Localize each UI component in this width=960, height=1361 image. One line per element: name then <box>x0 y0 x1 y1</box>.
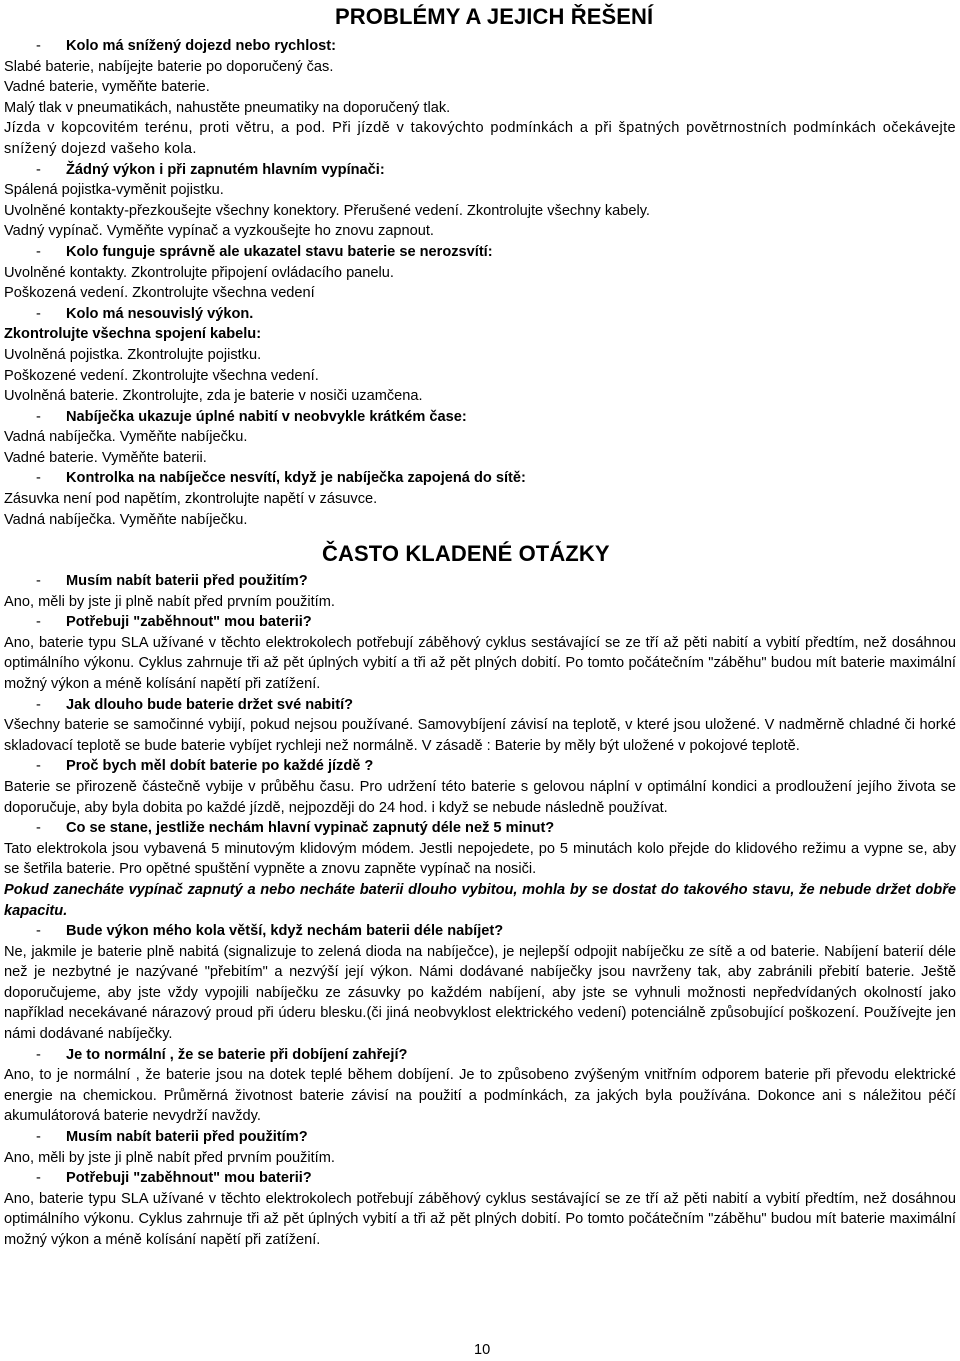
faq-question: - Musím nabít baterii před použitím? <box>36 573 308 589</box>
problem-heading: - Kontrolka na nabíječce nesvítí, když je nabíječka zapojená do sítě: <box>36 470 526 487</box>
faq-answer: Ano, baterie typu SLA užívané v těchto elektrokolech potřebují záběhový cyklus sestávající se ze tří až pěti nabití a vybití předtím, než dosáhnou optimálního výkonu. Cyklus zahrnuje tři až pět úplných vybití a tři až pět plných dobití. Po tomto počátečním "záběhu" budou mít baterie maximální možný výkon a méně kolísání napětí při zatížení. <box>4 634 956 692</box>
problem-heading: - Žádný výkon i při zapnutém hlavním vypínači: <box>36 161 385 178</box>
problem-subheading: Zkontrolujte všechna spojení kabelu: <box>4 326 262 343</box>
problems-title: PROBLÉMY A JEJICH ŘEŠENÍ <box>335 4 654 29</box>
problem-line: Uvolněná pojistka. Zkontrolujte pojistku. <box>4 346 262 363</box>
faq-answer: Ano, to je normální , že baterie jsou na dotek teplé během dobíjení. Je to způsobeno zvýšeným vnitřním odporem baterie při převodu elektrické energie na chemickou. Průměrná životnost baterie závisí na použití a podmínkách, za jakých byla používána. Dokonce ani s náležitou péčí akumulátorová baterie nevydrží navždy. <box>4 1067 956 1125</box>
problem-line: Vadná nabíječka. Vyměňte nabíječku. <box>4 511 248 528</box>
problem-line: Zásuvka není pod napětím, zkontrolujte napětí v zásuvce. <box>4 491 378 508</box>
problem-line: Vadný vypínač. Vyměňte vypínač a vyzkoušejte ho znovu zapnout. <box>4 223 434 240</box>
faq-note: Pokud zanecháte vypínač zapnutý a nebo necháte baterii dlouho vybitou, mohla by se dostat do takového stavu, že nebude držet dobře kapacitu. <box>4 881 956 919</box>
faq-section <box>4 571 956 1251</box>
faq-question: - Jak dlouho bude baterie držet své nabití? <box>36 696 354 713</box>
problem-line: Uvolněné kontakty-přezkoušejte všechny konektory. Přerušené vedení. Zkontrolujte všechny kabely. <box>4 202 650 219</box>
faq-question: - Co se stane, jestliže nechám hlavní vypinač zapnutý déle než 5 minut? <box>36 820 555 837</box>
problem-line: Vadné baterie, vyměňte baterie. <box>4 79 210 96</box>
faq-question: - Musím nabít baterii před použitím? <box>36 1129 308 1146</box>
problem-line: Uvolněné kontakty. Zkontrolujte připojení ovládacího panelu. <box>4 264 394 281</box>
faq-question: - Proč bych měl dobít baterie po každé jízdě ? <box>36 758 374 775</box>
faq-answer: Ano, měli by jste ji plně nabít před prvním použitím. <box>4 1149 335 1166</box>
faq-title: ČASTO KLADENÉ OTÁZKY <box>322 541 610 566</box>
faq-question: - Potřebuji "zaběhnout" mou baterii? <box>36 614 312 631</box>
page-number: 10 <box>474 1342 491 1358</box>
problem-line: Uvolněná baterie. Zkontrolujte, zda je baterie v nosiči uzamčena. <box>4 388 423 405</box>
faq-answer: Tato elektrokola jsou vybavená 5 minutovým klidovým módem. Jestli nepojedete, po 5 minutách kolo přejde do klidového režimu a vypne se, aby se šetřila baterie. Pro opětné spuštění vypněte a znovu zapněte vypínač na nosiči. <box>4 840 956 878</box>
problem-line: Poškozené vedení. Zkontrolujte všechna vedení. <box>4 367 319 384</box>
problem-heading: - Nabíječka ukazuje úplné nabití v neobvykle krátkém čase: <box>36 408 467 425</box>
problem-line: Slabé baterie, nabíjejte baterie po doporučený čas. <box>4 58 334 75</box>
problem-line: Malý tlak v pneumatikách, nahustěte pneumatiky na doporučený tlak. <box>4 99 451 116</box>
problem-line: Poškozená vedení. Zkontrolujte všechna vedení <box>4 285 315 302</box>
problem-line: Vadná nabíječka. Vyměňte nabíječku. <box>4 429 248 446</box>
faq-answer: Baterie se přirozeně částečně vybije v průběhu času. Pro udržení této baterie s gelovou náplní v optimální kondici a prodloužení jejího života se doporučuje, aby byla dobita po každé jízdě, nejpozději do 24 hod. i když se nebude následně používat. <box>4 778 956 816</box>
faq-answer: Ano, měli by jste ji plně nabít před prvním použitím. <box>4 593 335 610</box>
problem-line: Vadné baterie. Vyměňte baterii. <box>4 449 207 466</box>
problem-heading: - Kolo má snížený dojezd nebo rychlost: <box>36 38 337 54</box>
problem-heading: - Kolo má nesouvislý výkon. <box>36 305 254 322</box>
document-page <box>4 0 956 1358</box>
problem-paragraph: Jízda v kopcovitém terénu, proti větru, a pod. Při jízdě v takovýchto podmínkách a při špatných povětrnostních podmínkách očekávejte snížený dojezd vašeho kola. <box>4 120 956 157</box>
faq-answer: Ano, baterie typu SLA užívané v těchto elektrokolech potřebují záběhový cyklus sestávající se ze tří až pěti nabití a vybití předtím, než dosáhnou optimálního výkonu. Cyklus zahrnuje tři až pět úplných vybití a tři až pět plných dobití. Po tomto počátečním "záběhu" budou mít baterie maximální možný výkon a méně kolísání napětí při zatížení. <box>4 1190 956 1248</box>
problem-line: Spálená pojistka-vyměnit pojistku. <box>4 182 224 199</box>
problems-section <box>4 36 956 530</box>
faq-answer: Všechny baterie se samočinné vybijí, pokud nejsou používané. Samovybíjení závisí na teplotě, v které jsou uložené. V nadměrně chladné či horké skladovací teplotě se bude baterie vybíjet rychleji než normálně. V zásadě : Baterie by měly být uložené v pokojové teplotě. <box>4 717 956 754</box>
problem-heading: - Kolo funguje správně ale ukazatel stavu baterie se nerozsvítí: <box>36 243 493 260</box>
faq-answer: Ne, jakmile je baterie plně nabitá (signalizuje to zelená dioda na nabíječce), je nejlepší odpojit nabíječku ze sítě a od baterie. Nabíjení baterií déle než je nezbytné je nazývané "přebitím" a nezvýší její výkon. Námi dodávané nabíječky jsou navrženy tak, aby zabránili přebití baterie. Ještě doporučujeme, aby jste vždy vypojili nabíječku ze zásuvky po každém nabíjení, aby jste se vyhnuli možnosti nepředvídaných okolností jako například necekávané nárazový proud při úderu blesku.(či jiná neobvyklost elektrického vedení) potenciálně způsobující poškození. Používejte jen námi dodávané nabíječky. <box>4 943 956 1043</box>
faq-question: - Bude výkon mého kola větší, když nechám baterii déle nabíjet? <box>36 923 504 940</box>
faq-question: - Je to normální , že se baterie při dobíjení zahřejí? <box>36 1046 408 1063</box>
faq-question: - Potřebuji "zaběhnout" mou baterii? <box>36 1170 312 1187</box>
